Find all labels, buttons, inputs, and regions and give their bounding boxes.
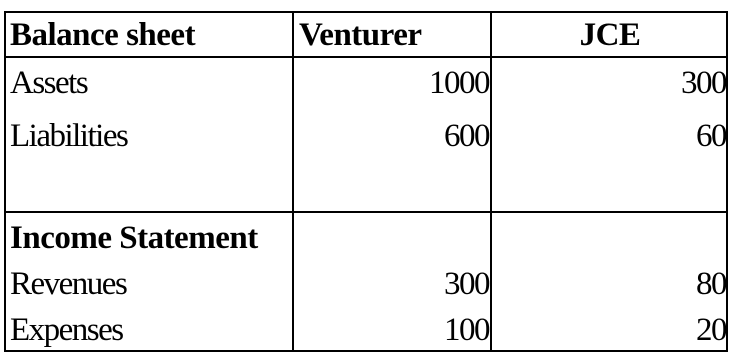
column-divider <box>292 13 294 350</box>
jce-liabilities-value: 60 <box>696 118 726 154</box>
row-label-liabilities: Liabilities <box>10 118 128 154</box>
venturer-expenses-value: 100 <box>444 312 489 348</box>
column-divider <box>490 13 492 350</box>
jce-revenues-value: 80 <box>696 266 726 302</box>
header-venturer: Venturer <box>299 17 422 53</box>
row-label-revenues: Revenues <box>10 266 127 302</box>
header-jce: JCE <box>579 17 641 53</box>
venturer-revenues-value: 300 <box>444 266 489 302</box>
section-divider <box>6 211 726 213</box>
venturer-assets-value: 1000 <box>429 65 489 101</box>
financial-table <box>4 11 728 352</box>
jce-assets-value: 300 <box>681 65 726 101</box>
row-label-assets: Assets <box>10 65 88 101</box>
venturer-liabilities-value: 600 <box>444 118 489 154</box>
income-statement-heading: Income Statement <box>10 220 258 256</box>
header-balance-sheet: Balance sheet <box>10 17 196 53</box>
header-divider <box>6 56 726 58</box>
jce-expenses-value: 20 <box>696 312 726 348</box>
row-label-expenses: Expenses <box>10 312 123 348</box>
